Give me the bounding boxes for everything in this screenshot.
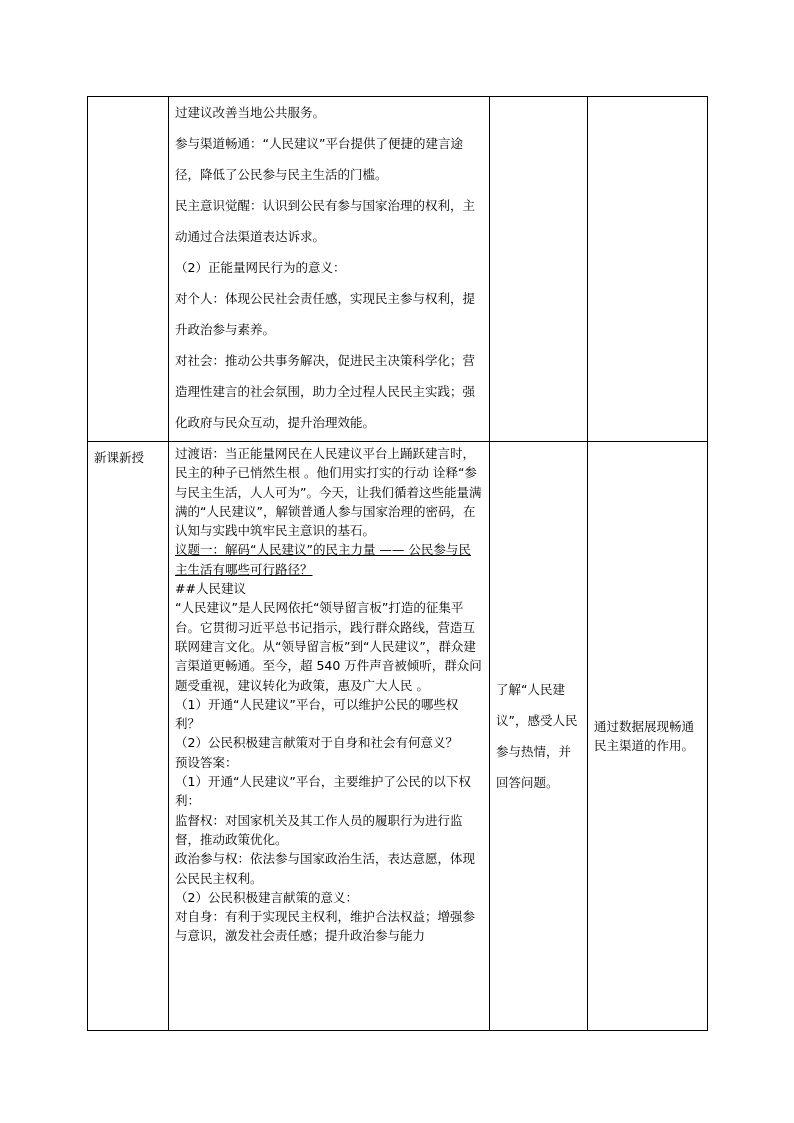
paragraph: （2）公民积极建言献策对于自身和社会有何意义？ <box>175 735 458 751</box>
paragraph: “人民建议”是人民网依托“领导留言板”打造的征集平台。它贯彻习近平总书记指示，践行群众路线，营造互联网建言文化。从“领导留言板”到“人民建议”，群众建言渠道更畅通。至今，超 540 万件声音被倾听，群众问题受重视，建议转化为政策，惠及广大人民 。 <box>175 600 482 693</box>
paragraph: 对自身：有利于实现民主权利，维护合法权益；增强参与意识，激发社会责任感；提升政治参与能力 <box>175 909 476 944</box>
content-cell <box>169 97 490 442</box>
design-intent-cell <box>588 97 708 442</box>
lesson-plan-table <box>87 96 708 1031</box>
table-row <box>88 442 708 1031</box>
paragraph: （2）正能量网民行为的意义： <box>175 260 346 275</box>
stage-cell <box>88 97 169 442</box>
topic-heading: 议题一：解码“人民建议”的民主力量 —— 公民参与民主生活有哪些可行路径？ <box>175 542 471 577</box>
paragraph: （1）开通“人民建议”平台，主要维护了公民的以下权利： <box>175 774 471 809</box>
stage-cell: 新课新授 <box>88 442 169 1031</box>
paragraph: 监督权：对国家机关及其工作人员的履职行为进行监督，推动政策优化。 <box>175 812 463 847</box>
paragraph: 民主意识觉醒：认识到公民有参与国家治理的权利，主动通过合法渠道表达诉求。 <box>175 198 476 244</box>
paragraph: （1）开通“人民建议”平台，可以维护公民的哪些权利？ <box>175 696 459 732</box>
paragraph: 政治参与权：依法参与国家政治生活，表达意愿，体现公民民主权利。 <box>175 851 476 886</box>
student-activity-cell <box>490 97 588 442</box>
paragraph: （2）公民积极建言献策的意义： <box>175 889 358 905</box>
table-row <box>88 97 708 442</box>
design-intent-cell: 通过数据展现畅通民主渠道的作用。 <box>588 442 708 1031</box>
paragraph: 预设答案： <box>175 754 238 770</box>
paragraph: 对社会：推动公共事务解决，促进民主决策科学化；营造理性建言的社会氛围，助力全过程人民民主实践；强化政府与民众互动，提升治理效能。 <box>175 353 476 430</box>
content-cell <box>169 442 490 1031</box>
paragraph: 过建议改善当地公共服务。 <box>175 105 326 120</box>
student-activity-cell <box>490 442 588 1031</box>
transition-paragraph: 过渡语：当正能量网民在人民建议平台上踊跃建言时，民主的种子已悄然生根 。他们用实打实的行动 诠释“参与民主生活，人人可为”。今天，让我们循着这些能量满满的“人民建议”，解锁普通人参与国家治理的密码，在认知与实践中筑牢民主意识的基石。 <box>175 446 482 539</box>
paragraph: 对个人：体现公民社会责任感，实现民主参与权利，提升政治参与素养。 <box>175 291 476 337</box>
student-activity-text: 了解“人民建议”，感受人民参与热情，并回答问题。 <box>496 682 578 790</box>
paragraph: ##人民建议 <box>175 581 246 597</box>
paragraph: 参与渠道畅通：“人民建议”平台提供了便捷的建言途径，降低了公民参与民主生活的门槛。 <box>175 136 463 182</box>
